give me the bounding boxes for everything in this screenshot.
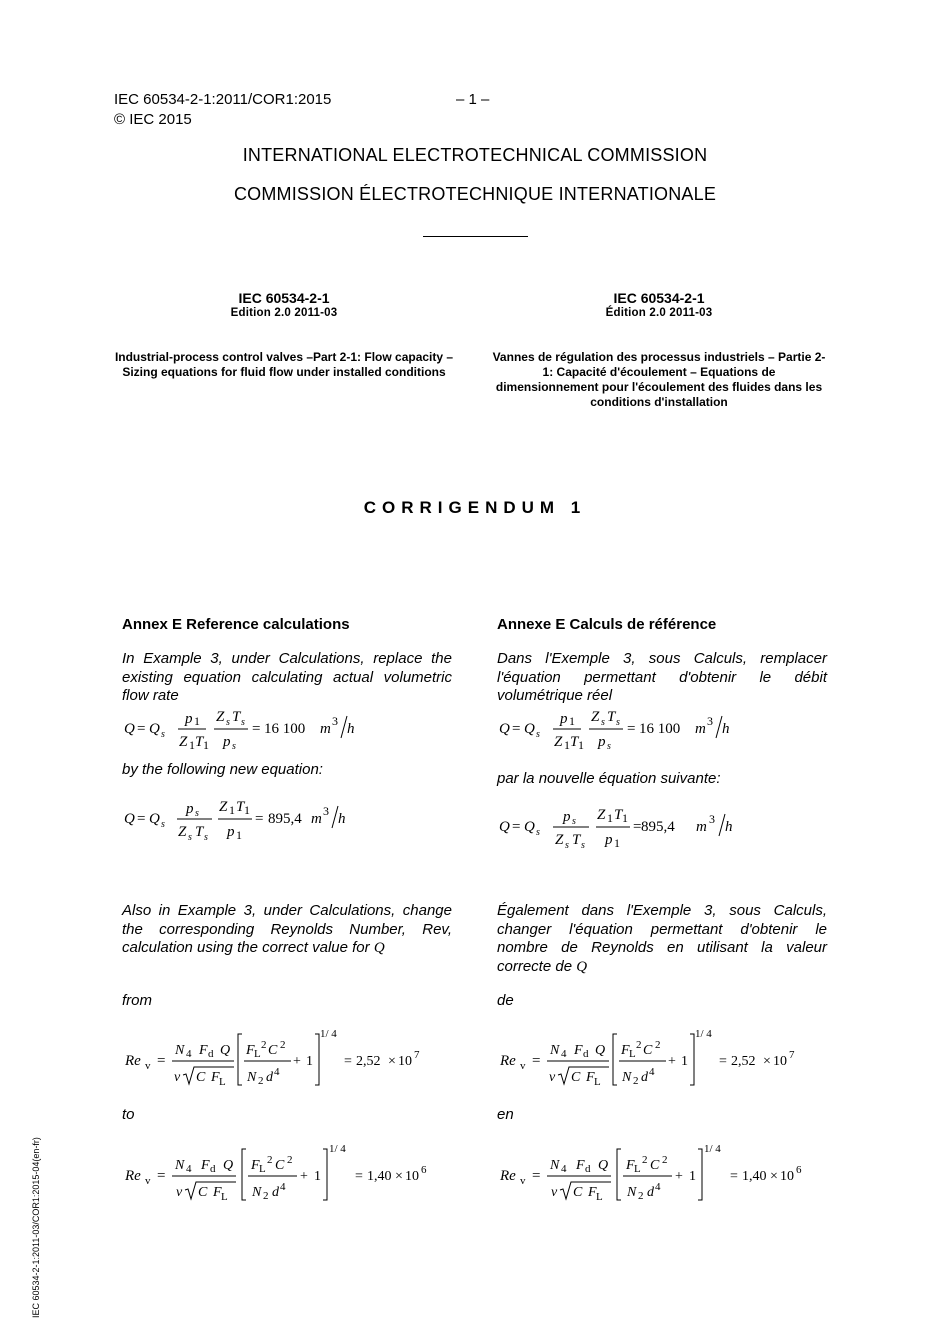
reynolds-new-exponent-en: 6 xyxy=(421,1164,427,1176)
svg-text:p: p xyxy=(560,711,568,727)
svg-text:1: 1 xyxy=(622,811,628,825)
flow-equation-old-fr xyxy=(497,706,827,752)
svg-text:F: F xyxy=(213,1185,222,1200)
svg-text:=: = xyxy=(252,721,261,737)
svg-text:1: 1 xyxy=(244,803,250,817)
svg-text:F: F xyxy=(201,1158,210,1173)
svg-text:Q: Q xyxy=(220,1043,231,1058)
new-equation-label-fr: par la nouvelle équation suivante: xyxy=(497,770,721,787)
divider xyxy=(423,236,528,237)
svg-text:T: T xyxy=(614,807,623,823)
organization-french: COMMISSION ÉLECTROTECHNIQUE INTERNATIONALE xyxy=(233,184,717,204)
svg-text:=: = xyxy=(719,1054,727,1069)
svg-text:C: C xyxy=(268,1043,278,1058)
instruction-fr: Dans l'Exemple 3, sous Calculs, remplacer l'équation permettant d'obtenir le débit volumétrique réel xyxy=(497,650,827,704)
svg-text:L: L xyxy=(596,1191,603,1203)
svg-text:p: p xyxy=(185,711,193,727)
svg-text:+: + xyxy=(675,1169,683,1184)
standard-number-en: IEC 60534-2-1 xyxy=(238,290,330,306)
svg-text:s: s xyxy=(536,827,540,838)
svg-text:4: 4 xyxy=(186,1048,192,1060)
svg-text:d: d xyxy=(647,1185,654,1200)
reynolds-equation-old-en xyxy=(122,1024,452,1090)
svg-text:m: m xyxy=(320,721,331,737)
svg-text:=: = xyxy=(137,721,146,737)
svg-text:=: = xyxy=(730,1169,738,1184)
svg-text:N: N xyxy=(175,1043,185,1058)
svg-text:T: T xyxy=(572,832,581,848)
svg-text:1/ 4: 1/ 4 xyxy=(320,1028,337,1040)
new-equation-label-en: by the following new equation: xyxy=(122,761,323,778)
svg-text:Z: Z xyxy=(179,734,188,750)
svg-text:1: 1 xyxy=(189,738,195,752)
svg-text:Re: Re xyxy=(125,1168,141,1184)
svg-text:3: 3 xyxy=(709,812,715,826)
svg-text:Re: Re xyxy=(500,1053,516,1069)
copyright: © IEC 2015 xyxy=(114,111,192,128)
svg-text:F: F xyxy=(199,1043,208,1058)
svg-text:L: L xyxy=(259,1163,266,1175)
svg-text:2: 2 xyxy=(636,1039,642,1051)
svg-text:×: × xyxy=(395,1169,403,1184)
svg-text:1/ 4: 1/ 4 xyxy=(695,1028,712,1040)
svg-text:T: T xyxy=(195,824,204,840)
svg-text:s: s xyxy=(204,832,208,843)
svg-text:Q: Q xyxy=(499,819,510,835)
svg-text:2: 2 xyxy=(655,1039,661,1051)
flow-result-old-fr: 16 100 xyxy=(639,721,681,737)
standard-title-en: Industrial-process control valves –Part 2-1: Flow capacity – Sizing equations for fluid flow under installed conditions xyxy=(114,350,454,379)
svg-text:3: 3 xyxy=(323,804,329,818)
svg-text:=: = xyxy=(355,1169,363,1184)
svg-text:s: s xyxy=(607,741,611,752)
svg-text:T: T xyxy=(607,709,616,725)
svg-text:N: N xyxy=(550,1043,560,1058)
svg-text:L: L xyxy=(634,1163,641,1175)
svg-text:1: 1 xyxy=(689,1169,696,1184)
svg-text:Q: Q xyxy=(223,1158,234,1173)
svg-text:+: + xyxy=(293,1054,301,1069)
svg-text:L: L xyxy=(219,1076,226,1088)
svg-text:N: N xyxy=(627,1185,637,1200)
svg-text:Z: Z xyxy=(216,709,225,725)
svg-text:2: 2 xyxy=(258,1075,264,1087)
svg-text:ν: ν xyxy=(549,1070,556,1085)
svg-text:s: s xyxy=(232,741,236,752)
reynolds-new-mantissa-en: 1,40 xyxy=(367,1169,392,1184)
svg-text:Re: Re xyxy=(125,1053,141,1069)
svg-text:s: s xyxy=(572,816,576,827)
svg-text:Z: Z xyxy=(555,832,564,848)
svg-text:p: p xyxy=(186,801,194,817)
svg-text:1: 1 xyxy=(578,738,584,752)
svg-text:=: = xyxy=(157,1053,166,1069)
corrigendum-title: CORRIGENDUM 1 xyxy=(363,498,587,517)
svg-text:F: F xyxy=(211,1070,220,1085)
reynolds-equation-new-fr xyxy=(497,1139,827,1205)
svg-text:F: F xyxy=(576,1158,585,1173)
svg-text:3: 3 xyxy=(707,714,713,728)
svg-text:v: v xyxy=(520,1175,526,1187)
svg-text:F: F xyxy=(626,1158,635,1173)
svg-text:s: s xyxy=(161,819,165,830)
svg-text:1: 1 xyxy=(607,811,613,825)
svg-text:C: C xyxy=(643,1043,653,1058)
svg-text:ν: ν xyxy=(176,1185,183,1200)
svg-text:p: p xyxy=(563,809,571,825)
svg-text:2: 2 xyxy=(287,1154,293,1166)
standard-title-fr: Vannes de régulation des processus industriels – Partie 2-1: Capacité d'écoulement – Equations de dimensionnement pour l'écoulement des fluides dans les conditions d'installation xyxy=(492,350,826,409)
svg-text:Q: Q xyxy=(124,811,135,827)
svg-text:h: h xyxy=(725,819,733,835)
svg-text:C: C xyxy=(196,1070,206,1085)
svg-text:Z: Z xyxy=(219,799,228,815)
svg-text:Z: Z xyxy=(554,734,563,750)
flow-result-new-en: 895,4 xyxy=(268,811,302,827)
svg-text:N: N xyxy=(622,1070,632,1085)
svg-text:1: 1 xyxy=(203,738,209,752)
flow-equation-new-en xyxy=(122,796,452,844)
svg-text:3: 3 xyxy=(332,714,338,728)
to-label-en: to xyxy=(122,1106,135,1123)
reynolds-equation-new-en xyxy=(122,1139,452,1205)
svg-text:Q: Q xyxy=(149,721,160,737)
svg-text:F: F xyxy=(246,1043,255,1058)
svg-text:F: F xyxy=(621,1043,630,1058)
svg-text:s: s xyxy=(161,729,165,740)
svg-text:Z: Z xyxy=(178,824,187,840)
svg-text:Q: Q xyxy=(124,721,135,737)
svg-text:s: s xyxy=(188,832,192,843)
svg-text:×: × xyxy=(763,1054,771,1069)
document-reference: IEC 60534-2-1:2011/COR1:2015 xyxy=(114,91,332,108)
flow-result-new-fr: 895,4 xyxy=(641,819,675,835)
svg-text:1: 1 xyxy=(614,836,620,850)
svg-text:10: 10 xyxy=(398,1054,412,1069)
svg-text:T: T xyxy=(570,734,579,750)
svg-text:1: 1 xyxy=(306,1054,313,1069)
svg-text:4: 4 xyxy=(655,1181,661,1193)
svg-text:2: 2 xyxy=(662,1154,668,1166)
svg-text:F: F xyxy=(588,1185,597,1200)
svg-text:N: N xyxy=(175,1158,185,1173)
svg-text:10: 10 xyxy=(780,1169,794,1184)
side-document-id: IEC 60534-2-1:2011-03/COR1:2015-04(en-fr) xyxy=(31,1137,41,1318)
svg-text:C: C xyxy=(198,1185,208,1200)
svg-text:+: + xyxy=(668,1054,676,1069)
reynolds-old-mantissa-fr: 2,52 xyxy=(731,1054,756,1069)
reynolds-old-mantissa-en: 2,52 xyxy=(356,1054,381,1069)
svg-text:=: = xyxy=(532,1053,541,1069)
svg-text:L: L xyxy=(254,1048,261,1060)
svg-text:Re: Re xyxy=(500,1168,516,1184)
reynolds-instruction-fr: Également dans l'Exemple 3, sous Calculs, changer l'équation permettant d'obtenir le nombre de Reynolds en utilisant la valeur correcte de Q xyxy=(497,902,827,975)
svg-text:F: F xyxy=(574,1043,583,1058)
svg-text:s: s xyxy=(616,717,620,728)
svg-text:2: 2 xyxy=(633,1075,639,1087)
svg-text:T: T xyxy=(236,799,245,815)
page-number: – 1 – xyxy=(456,91,490,108)
svg-text:L: L xyxy=(594,1076,601,1088)
svg-text:L: L xyxy=(221,1191,228,1203)
svg-text:d: d xyxy=(641,1070,648,1085)
svg-text:ν: ν xyxy=(174,1070,181,1085)
svg-text:d: d xyxy=(210,1163,216,1175)
svg-text:h: h xyxy=(347,721,355,737)
svg-text:2: 2 xyxy=(263,1190,269,1202)
flow-result-old-en: 16 100 xyxy=(264,721,306,737)
svg-text:N: N xyxy=(247,1070,257,1085)
section-heading-fr: Annexe E Calculs de référence xyxy=(497,616,717,633)
svg-text:d: d xyxy=(208,1048,214,1060)
svg-text:h: h xyxy=(338,811,346,827)
svg-text:F: F xyxy=(586,1070,595,1085)
svg-text:s: s xyxy=(195,808,199,819)
svg-text:s: s xyxy=(536,729,540,740)
svg-text:=: = xyxy=(344,1054,352,1069)
svg-text:×: × xyxy=(388,1054,396,1069)
svg-text:2: 2 xyxy=(280,1039,286,1051)
svg-text:×: × xyxy=(770,1169,778,1184)
svg-text:C: C xyxy=(650,1158,660,1173)
svg-text:1: 1 xyxy=(564,738,570,752)
svg-text:=: = xyxy=(633,819,642,835)
svg-text:T: T xyxy=(195,734,204,750)
svg-text:s: s xyxy=(565,840,569,851)
svg-text:N: N xyxy=(252,1185,262,1200)
svg-text:N: N xyxy=(550,1158,560,1173)
flow-equation-old-en xyxy=(122,706,452,752)
svg-text:T: T xyxy=(232,709,241,725)
svg-text:L: L xyxy=(629,1048,636,1060)
svg-text:m: m xyxy=(695,721,706,737)
svg-text:h: h xyxy=(722,721,730,737)
svg-text:4: 4 xyxy=(561,1163,567,1175)
svg-text:4: 4 xyxy=(649,1066,655,1078)
svg-text:Q: Q xyxy=(524,819,535,835)
svg-text:p: p xyxy=(605,832,613,848)
svg-text:=: = xyxy=(255,811,264,827)
svg-text:=: = xyxy=(532,1168,541,1184)
svg-text:Z: Z xyxy=(597,807,606,823)
svg-text:Z: Z xyxy=(591,709,600,725)
svg-text:ν: ν xyxy=(551,1185,558,1200)
svg-text:1/ 4: 1/ 4 xyxy=(329,1143,346,1155)
svg-text:1: 1 xyxy=(194,714,200,728)
svg-text:v: v xyxy=(520,1060,526,1072)
instruction-en: In Example 3, under Calculations, replace the existing equation calculating actual volumetric flow rate xyxy=(122,650,452,704)
svg-text:s: s xyxy=(241,717,245,728)
svg-text:+: + xyxy=(300,1169,308,1184)
svg-text:C: C xyxy=(571,1070,581,1085)
to-label-fr: en xyxy=(497,1106,514,1123)
reynolds-new-mantissa-fr: 1,40 xyxy=(742,1169,767,1184)
reynolds-old-exponent-en: 7 xyxy=(414,1049,420,1061)
svg-text:=: = xyxy=(627,721,636,737)
svg-text:C: C xyxy=(275,1158,285,1173)
svg-text:Q: Q xyxy=(499,721,510,737)
reynolds-new-exponent-fr: 6 xyxy=(796,1164,802,1176)
svg-text:1: 1 xyxy=(681,1054,688,1069)
svg-text:4: 4 xyxy=(274,1066,280,1078)
edition-fr: Édition 2.0 2011-03 xyxy=(605,307,713,319)
svg-text:p: p xyxy=(598,734,606,750)
svg-text:1/ 4: 1/ 4 xyxy=(704,1143,721,1155)
svg-text:Q: Q xyxy=(524,721,535,737)
section-heading-en: Annex E Reference calculations xyxy=(122,616,350,633)
svg-text:s: s xyxy=(226,717,230,728)
svg-text:4: 4 xyxy=(186,1163,192,1175)
svg-text:=: = xyxy=(157,1168,166,1184)
from-label-en: from xyxy=(122,992,152,1009)
from-label-fr: de xyxy=(497,992,514,1009)
svg-text:1: 1 xyxy=(314,1169,321,1184)
svg-text:d: d xyxy=(272,1185,279,1200)
svg-text:Q: Q xyxy=(149,811,160,827)
reynolds-instruction-en: Also in Example 3, under Calculations, change the corresponding Reynolds Number, Rev, calculation using the correct value for Q xyxy=(122,902,452,956)
svg-text:p: p xyxy=(223,734,231,750)
svg-text:2: 2 xyxy=(267,1154,273,1166)
svg-text:F: F xyxy=(251,1158,260,1173)
svg-text:=: = xyxy=(512,721,521,737)
svg-text:1: 1 xyxy=(236,828,242,842)
svg-text:m: m xyxy=(311,811,322,827)
reynolds-equation-old-fr xyxy=(497,1024,827,1090)
svg-text:C: C xyxy=(573,1185,583,1200)
svg-text:Q: Q xyxy=(598,1158,609,1173)
svg-text:=: = xyxy=(512,819,521,835)
svg-text:s: s xyxy=(581,840,585,851)
organization-english: INTERNATIONAL ELECTROTECHNICAL COMMISSION xyxy=(242,145,708,165)
svg-text:2: 2 xyxy=(642,1154,648,1166)
svg-text:2: 2 xyxy=(638,1190,644,1202)
svg-text:s: s xyxy=(601,717,605,728)
reynolds-old-exponent-fr: 7 xyxy=(789,1049,795,1061)
svg-text:10: 10 xyxy=(405,1169,419,1184)
flow-equation-new-fr xyxy=(497,804,827,852)
svg-text:1: 1 xyxy=(229,803,235,817)
svg-text:1: 1 xyxy=(569,714,575,728)
svg-text:v: v xyxy=(145,1175,151,1187)
svg-text:p: p xyxy=(227,824,235,840)
svg-text:d: d xyxy=(266,1070,273,1085)
svg-text:Q: Q xyxy=(595,1043,606,1058)
svg-text:2: 2 xyxy=(261,1039,267,1051)
svg-text:v: v xyxy=(145,1060,151,1072)
svg-text:d: d xyxy=(583,1048,589,1060)
svg-text:4: 4 xyxy=(280,1181,286,1193)
svg-text:m: m xyxy=(696,819,707,835)
svg-text:=: = xyxy=(137,811,146,827)
svg-text:10: 10 xyxy=(773,1054,787,1069)
standard-number-fr: IEC 60534-2-1 xyxy=(613,290,705,306)
edition-en: Edition 2.0 2011-03 xyxy=(230,307,338,319)
svg-text:d: d xyxy=(585,1163,591,1175)
svg-text:4: 4 xyxy=(561,1048,567,1060)
